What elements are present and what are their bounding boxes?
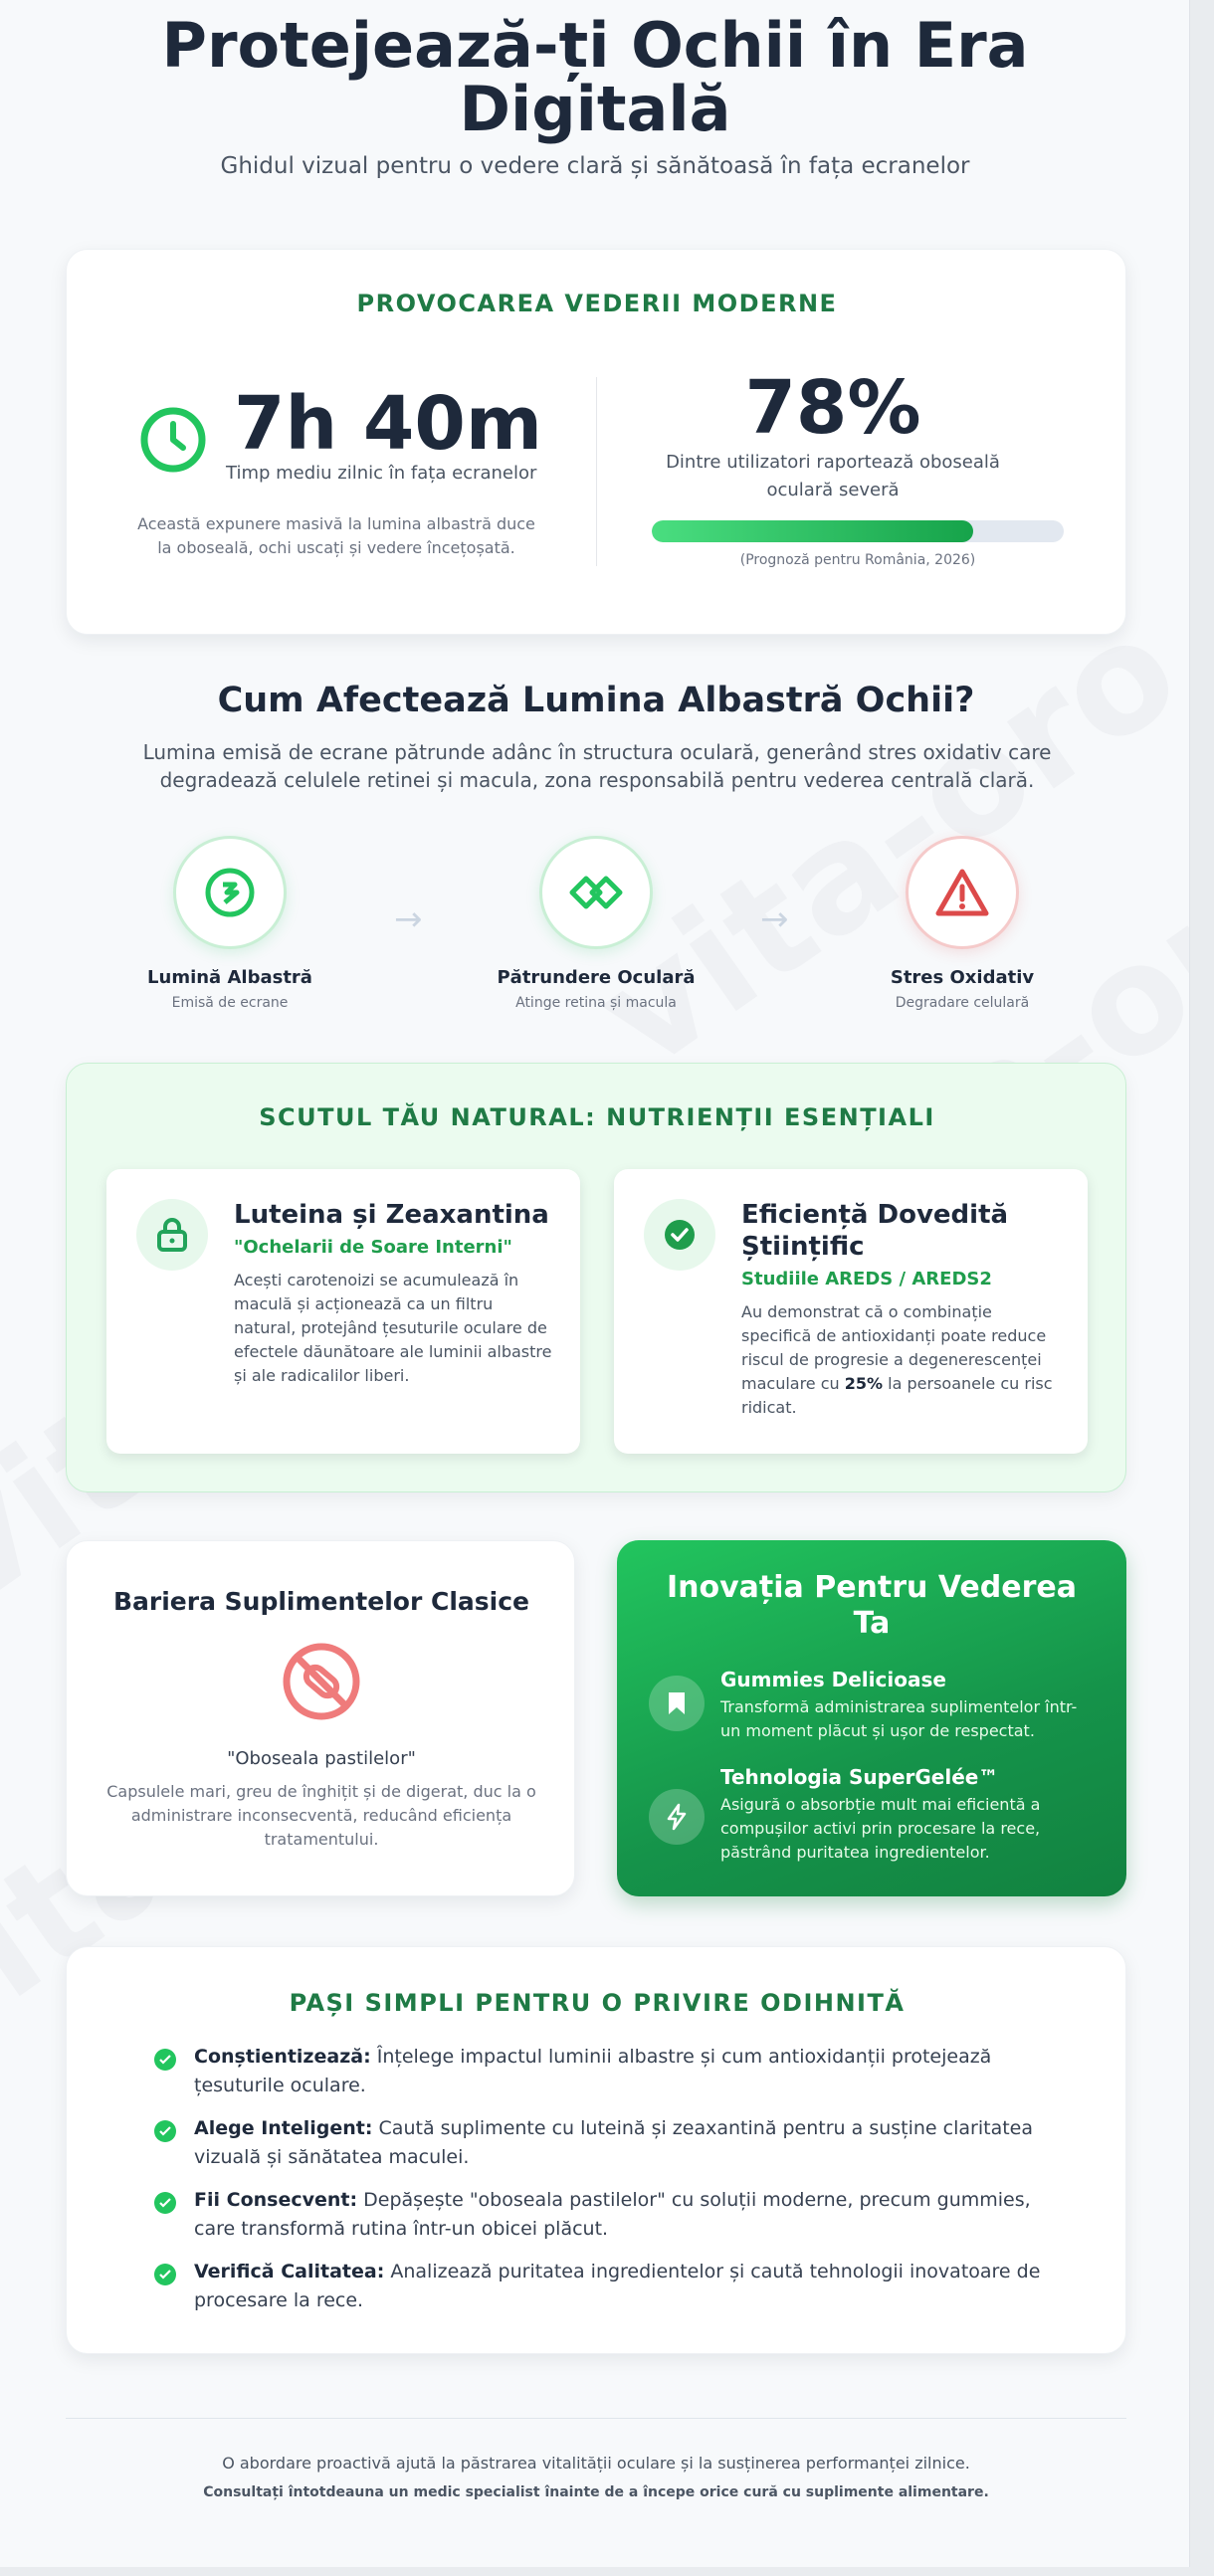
screen-time-label: Timp mediu zilnic în fața ecranelor — [226, 463, 537, 484]
simple-step-label: Verifică Calitatea: — [194, 2261, 385, 2282]
innovation-item-title: Tehnologia SuperGelée™ — [720, 1765, 999, 1789]
fatigue-progress-bar — [652, 520, 1064, 542]
step-title: Pătrundere Oculară — [497, 967, 696, 988]
check-icon — [154, 2049, 176, 2071]
nutrient-text — [741, 1300, 1062, 1420]
challenge-heading: PROVOCAREA VEDERII MODERNE — [356, 290, 838, 317]
bulb-icon — [202, 865, 258, 920]
step-title: Stres Oxidativ — [890, 967, 1035, 988]
nutrients-heading: SCUTUL TĂU NATURAL: NUTRIENȚII ESENȚIALI — [259, 1103, 935, 1131]
simple-step-label: Alege Inteligent: — [194, 2117, 373, 2139]
step-subtitle: Emisă de ecrane — [171, 995, 289, 1011]
simple-step-item — [194, 2258, 1070, 2315]
simple-step-label: Conștientizează: — [194, 2046, 371, 2068]
check-icon-badge — [644, 1199, 715, 1271]
simple-step-item — [194, 2043, 1070, 2100]
nutrient-card-areds — [614, 1169, 1088, 1454]
simple-step-text: Caută suplimente cu luteină și zeaxantină pentru a susține claritatea vizuală și sănătatea maculei. — [194, 2117, 1033, 2168]
nutrients-panel — [66, 1063, 1126, 1492]
no-pills-icon — [281, 1641, 362, 1722]
barrier-title: Bariera Suplimentelor Clasice — [112, 1587, 530, 1616]
step-subtitle: Atinge retina și macula — [515, 995, 677, 1011]
screen-time-description: Această expunere masivă la lumina albastră duce la oboseală, ochi uscați și vedere încețoșată. — [137, 514, 535, 557]
warning-icon — [934, 867, 990, 918]
simple-step-label: Fii Consecvent: — [194, 2189, 358, 2211]
check-icon — [154, 2192, 176, 2214]
page-subtitle: Ghidul vizual pentru o vedere clară și sănătoasă în fața ecranelor — [220, 153, 970, 179]
barrier-quote: "Oboseala pastilelor" — [227, 1748, 416, 1769]
nutrient-text-part: Au demonstrat că o combinație specifică de antioxidanți poate reduce riscul de progresie a degenerescenței maculare cu — [741, 1302, 1047, 1393]
bookmark-icon — [666, 1690, 688, 1716]
check-circle-icon — [663, 1218, 697, 1252]
innovation-item-text: Asigură o absorbție mult mai eficientă a compușilor activi prin procesare la rece, păstrând puritatea ingredientelor. — [720, 1795, 1041, 1862]
simple-step-item — [194, 2114, 1070, 2172]
nutrient-subtitle: "Ochelarii de Soare Interni" — [234, 1237, 512, 1258]
step-oxidative-circle — [906, 836, 1019, 949]
step-penetration-circle — [539, 836, 653, 949]
bolt-icon-badge — [649, 1789, 705, 1845]
innovation-item-text: Transformă administrarea suplimentelor într-un moment plăcut și ușor de respectat. — [720, 1697, 1078, 1740]
innovation-title: Inovația Pentru Vederea Ta — [666, 1570, 1077, 1641]
simple-step-text: Analizează puritatea ingredientelor și caută tehnologii inovatoare de procesare la rece. — [194, 2261, 1041, 2311]
arrow-icon: → — [394, 899, 423, 939]
fatigue-value: 78% — [744, 365, 921, 451]
innovation-card — [617, 1540, 1126, 1896]
step-blue-light-circle — [173, 836, 287, 949]
step-title: Lumină Albastră — [147, 967, 312, 988]
nutrient-card-lutein — [106, 1169, 580, 1454]
simple-steps-card — [66, 1946, 1126, 2354]
stat-divider — [596, 377, 597, 566]
footer-divider — [66, 2418, 1126, 2419]
simple-steps-heading: PAȘI SIMPLI PENTRU O PRIVIRE ODIHNITĂ — [289, 1989, 906, 2017]
challenge-card — [66, 249, 1126, 635]
check-icon — [154, 2264, 176, 2285]
simple-step-text: Înțelege impactul luminii albastre și cum antioxidanții protejează țesuturile oculare. — [194, 2046, 992, 2096]
lightning-icon — [665, 1803, 689, 1831]
screen-time-value: 7h 40m — [234, 381, 543, 467]
blue-light-heading: Cum Afectează Lumina Albastră Ochii? — [217, 681, 975, 720]
fatigue-progress-fill — [652, 520, 973, 542]
clock-icon — [138, 405, 208, 475]
barrier-card — [66, 1540, 575, 1896]
nutrient-text: Acești carotenoizi se acumulează în maculă și acționează ca un filtru natural, protejând țesuturile oculare de efectele dăunătoare ale luminii albastre și ale radicalilor liberi. — [234, 1271, 552, 1385]
innovation-item-title: Gummies Delicioase — [720, 1668, 946, 1691]
watermark — [567, 582, 1190, 1103]
nutrient-text-part: la persoanele cu risc ridicat. — [741, 1374, 1053, 1417]
nutrient-title: Eficiență Dovedită Științific — [741, 1200, 1009, 1262]
fatigue-note: (Prognoză pentru România, 2026) — [739, 552, 976, 568]
check-icon — [154, 2120, 176, 2142]
fatigue-label: Dintre utilizatori raportează oboseală oculară severă — [666, 452, 1000, 500]
nutrient-subtitle: Studiile AREDS / AREDS2 — [741, 1269, 992, 1289]
blue-light-paragraph: Lumina emisă de ecrane pătrunde adânc în structura oculară, generând stres oxidativ care degradează celulele retinei și macula, zona responsabilă pentru vederea centrală clară. — [142, 740, 1052, 792]
nutrient-text-highlight: 25% — [844, 1374, 884, 1393]
lock-icon — [155, 1217, 189, 1253]
arrow-icon: → — [760, 899, 789, 939]
eye-diamond-icon — [566, 873, 626, 912]
simple-step-text: Depășește "oboseala pastilelor" cu soluții moderne, precum gummies, care transformă rutina într-un obicei plăcut. — [194, 2189, 1031, 2240]
lock-icon-badge — [136, 1199, 208, 1271]
footer-disclaimer: Consultați întotdeauna un medic specialist înainte de a începe orice cură cu suplimente alimentare. — [203, 2484, 989, 2500]
nutrient-title: Luteina și Zeaxantina — [234, 1200, 549, 1230]
page-title: Protejează-ți Ochii în Era Digitală — [161, 9, 1029, 145]
step-subtitle: Degradare celulară — [895, 995, 1030, 1011]
footer-note: O abordare proactivă ajută la păstrarea vitalității oculare și la susținerea performanței zilnice. — [222, 2454, 970, 2473]
bookmark-icon-badge — [649, 1676, 705, 1731]
barrier-text: Capsulele mari, greu de înghițit și de digerat, duc la o administrare inconsecventă, reducând eficiența tratamentului. — [106, 1782, 536, 1849]
simple-step-item — [194, 2186, 1070, 2244]
